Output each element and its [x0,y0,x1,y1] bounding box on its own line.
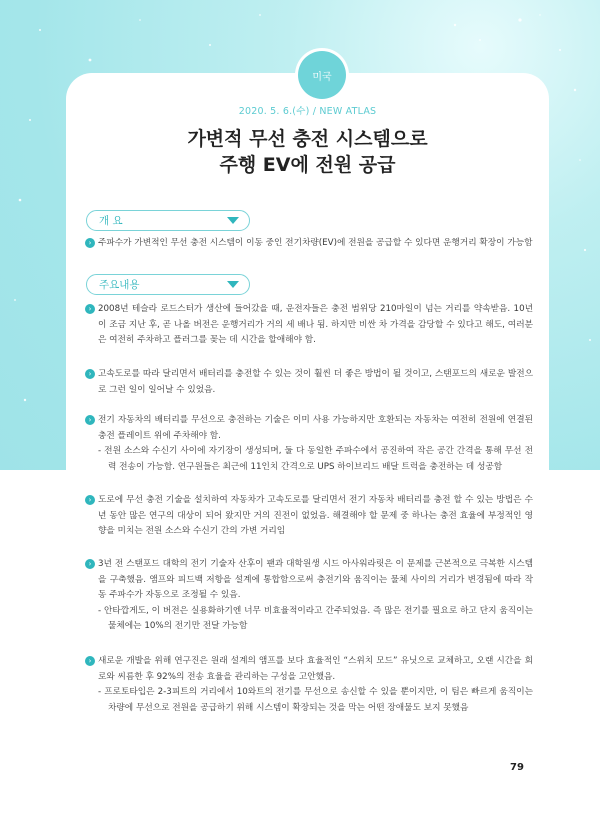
content-item [85,367,533,398]
circle-chevron-right-icon: › [85,238,95,248]
circle-chevron-right-icon: › [85,369,95,379]
overview-text: 주파수가 가변적인 무선 충전 시스템이 이동 중인 전기차량(EV)에 전원을 공급할 수 있다면 운행거리 확장이 가능함 [98,238,533,248]
overview-section-label: 개 요 [99,215,123,227]
content-item [85,493,533,540]
country-badge: 미국 [298,51,346,99]
date-source-line: 2020. 5. 6.(수) / NEW ATLAS [238,106,377,117]
triangle-down-icon [227,217,239,224]
item-text: 전기 자동차의 배터리를 무선으로 충전하는 기술은 이미 사용 가능하지만 호환되는 자동차는 여전히 전원에 연결된 충전 플레이트 위에 주차해야 함. [98,415,533,441]
circle-chevron-right-icon: › [85,559,95,569]
overview-paragraph [85,236,533,252]
circle-chevron-right-icon: › [85,415,95,425]
item-text: 도로에 무선 충전 기술을 설치하여 자동차가 고속도로를 달리면서 전기 자동차 배터리를 충전 할 수 있는 방법은 수년 동안 많은 연구의 대상이 되어 왔지만 거의 진전이 없었음. 해결해야 할 문제 중 하나는 충전 효율에 부정적인 영향을 미치는 전원 소스와 수신기 간의 가변 거리임 [98,495,533,537]
page-number: 79 [510,762,524,773]
main-section-header[interactable] [86,274,250,295]
item-text: 새로운 개발을 위해 연구진은 원래 설계의 앰프를 보다 효율적인 “스위치 모드” 유닛으로 교체하고, 오랜 시간을 회로와 씨름한 후 92%의 전송 효율을 관리하는 구성을 고안했음. [98,656,533,682]
item-text: 고속도로를 따라 달리면서 배터리를 충전할 수 있는 것이 훨씬 더 좋은 방법이 될 것이고, 스탠포드의 새로운 발전으로 그런 일이 일어날 수 있었음. [98,369,533,395]
item-sub-text: - 안타깝게도, 이 버전은 실용화하기엔 너무 비효율적이라고 간주되었음. 즉 많은 전기를 필요로 하고 단지 움직이는 물체에는 10%의 전기만 전달 가능함 [98,605,533,632]
content-item [85,654,533,716]
title-line-2: 주행 EV에 전원 공급 [219,154,396,176]
content-item [85,302,533,349]
title-line-1: 가변적 무선 충전 시스템으로 [187,128,428,150]
overview-section-header[interactable] [86,210,250,231]
triangle-down-icon [227,281,239,288]
page-title [66,126,549,178]
content-item [85,557,533,635]
circle-chevron-right-icon: › [85,656,95,666]
item-sub-text: - 전원 소스와 수신기 사이에 자기장이 생성되며, 둘 다 동일한 주파수에서 공진하여 작은 공간 간격을 통해 무선 전력 전송이 가능함. 연구원들은 최근에 11인치 간격으로 UPS 하이브리드 배달 트럭을 충전하는 데 성공함 [98,446,533,472]
item-sub-text-body: 프로토타입은 2-3피트의 거리에서 10와트의 전기를 무선으로 송신할 수 있을 뿐이지만, 이 팀은 빠르게 움직이는 차량에 무선으로 전원을 공급하기 위해 시스템이 확장되는 것을 막는 어떤 장애물도 보지 못했음 [104,687,533,713]
item-text: 2008년 테슬라 로드스터가 생산에 들어갔을 때, 운전자들은 충전 범위당 210마일이 넘는 거리를 약속받음. 10년이 조금 지난 후, 곧 나올 버전은 운행거리가 거의 세 배나 됨. 하지만 비싼 차 가격을 감당할 수 있다고 해도, 여러분은 여전히 주차하고 플러그를 꽂는 데 시간을 할애해야 함. [98,304,533,346]
circle-chevron-right-icon: › [85,495,95,505]
item-sub-text-body: 전원 소스와 수신기 사이에 자기장이 생성되며, 둘 다 동일한 주파수에서 공진하여 작은 공간 간격을 통해 무선 전력 전송이 가능함. 연구원들은 최근에 11인치 간격으로 UPS 하이브리드 배달 트럭을 충전하는 데 성공함 [104,446,533,472]
item-text: 3년 전 스탠포드 대학의 전기 기술자 산후이 팬과 대학원생 시드 아사워라릿은 이 문제를 근본적으로 극복한 시스템을 구축했음. 앰프와 피드백 저항을 설계에 통합함으로써 충전기와 움직이는 물체 사이의 거리가 변경됨에 따라 작동 주파수가 자동으로 조정될 수 있음. [98,559,533,601]
main-section-label: 주요내용 [99,279,140,291]
content-item [85,413,533,475]
item-sub-text: - 프로토타입은 2-3피트의 거리에서 10와트의 전기를 무선으로 송신할 수 있을 뿐이지만, 이 팀은 빠르게 움직이는 차량에 무선으로 전원을 공급하기 위해 시스템이 확장되는 것을 막는 어떤 장애물도 보지 못했음 [98,687,533,713]
item-sub-text-body: 안타깝게도, 이 버전은 실용화하기엔 너무 비효율적이라고 간주되었음. 즉 많은 전기를 필요로 하고 단지 움직이는 물체에는 10%의 전기만 전달 가능함 [104,605,533,632]
circle-chevron-right-icon: › [85,304,95,314]
